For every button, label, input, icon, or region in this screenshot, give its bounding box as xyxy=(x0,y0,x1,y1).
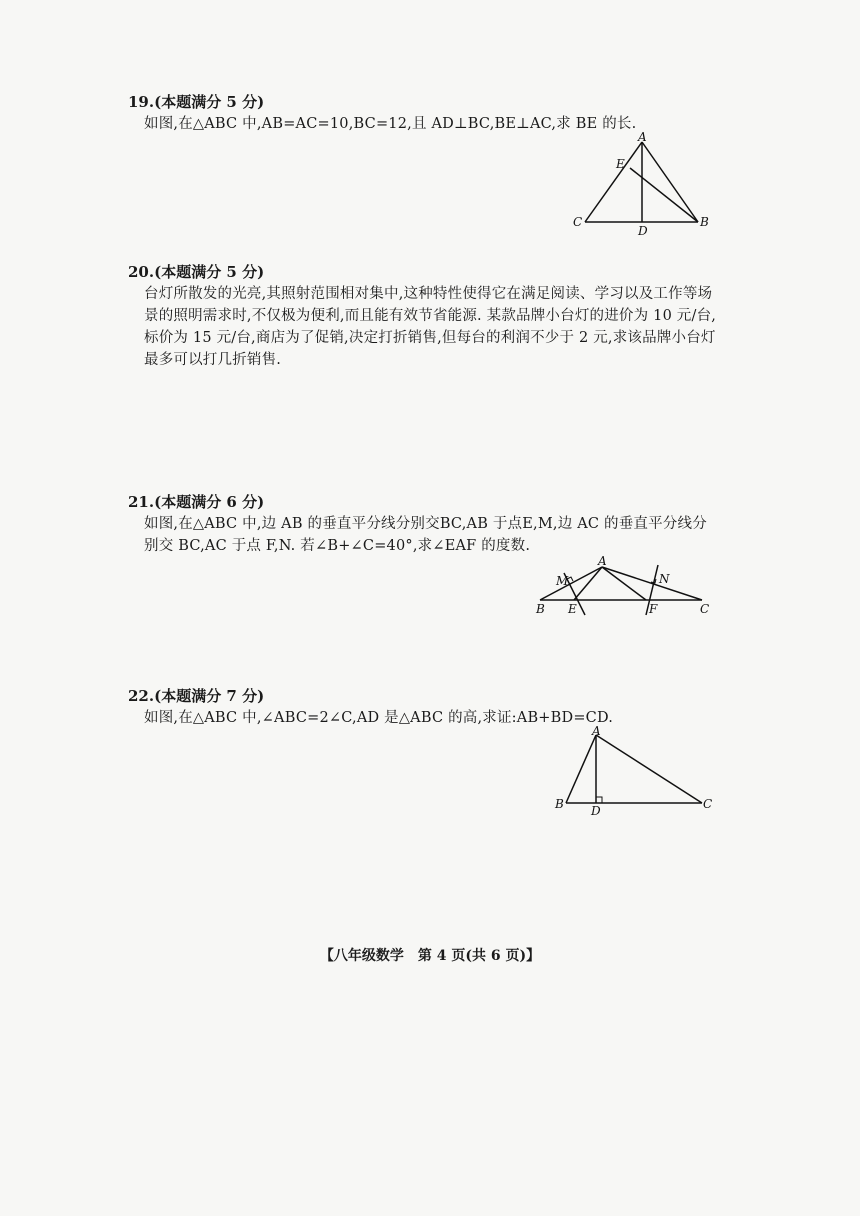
q22-right-angle-D xyxy=(596,797,602,803)
q19-label-C: C xyxy=(573,215,583,229)
page-footer: 【八年级数学 第 4 页(共 6 页)】 xyxy=(319,948,541,964)
q20-heading: 20.(本题满分 5 分) xyxy=(128,263,265,281)
q19-label-D: D xyxy=(638,224,648,238)
q21-figure xyxy=(530,555,720,625)
q19-label-A: A xyxy=(638,130,647,144)
q20-text-line-2: 景的照明需求时,不仅极为便利,而且能有效节省能源. 某款品牌小台灯的进价为 10 元/台, xyxy=(144,308,717,324)
q20-text-line-1: 台灯所散发的光亮,其照射范围相对集中,这种特性使得它在满足阅读、学习以及工作等场 xyxy=(144,286,713,302)
q19-text: 如图,在△ABC 中,AB=AC=10,BC=12,且 AD⊥BC,BE⊥AC,求 BE 的长. xyxy=(144,116,637,132)
q19-figure xyxy=(570,132,720,238)
q21-label-B: B xyxy=(536,602,545,616)
q22-text: 如图,在△ABC 中,∠ABC=2∠C,AD 是△ABC 的高,求证:AB+BD=CD. xyxy=(144,710,614,726)
q19-label-B: B xyxy=(700,215,709,229)
q20-text-line-3: 标价为 15 元/台,商店为了促销,决定打折销售,但每台的利润不少于 2 元,求该品牌小台灯 xyxy=(144,330,716,346)
q21-text-line-1: 如图,在△ABC 中,边 AB 的垂直平分线分别交BC,AB 于点E,M,边 AC 的垂直平分线分 xyxy=(144,516,707,532)
q19-altitude-BE xyxy=(630,168,698,222)
q22-heading: 22.(本题满分 7 分) xyxy=(128,687,265,705)
q21-label-A: A xyxy=(598,554,607,568)
q22-figure xyxy=(550,725,720,820)
q21-segment-AF xyxy=(602,567,646,600)
q19-label-E: E xyxy=(616,157,625,171)
q22-label-A: A xyxy=(592,724,601,738)
q21-label-N: N xyxy=(659,572,670,586)
q21-label-M: M xyxy=(556,574,569,588)
q22-side-AC xyxy=(596,735,702,803)
q21-text-line-2: 别交 BC,AC 于点 F,N. 若∠B+∠C=40°,求∠EAF 的度数. xyxy=(144,538,531,554)
q19-side-AB xyxy=(642,142,698,222)
q19-heading: 19.(本题满分 5 分) xyxy=(128,93,265,111)
q21-label-C: C xyxy=(700,602,710,616)
q20-text-line-4: 最多可以打几折销售. xyxy=(144,352,282,368)
q21-side-AB xyxy=(540,567,602,600)
q21-side-AC xyxy=(602,567,702,600)
q22-label-B: B xyxy=(555,797,564,811)
q19-side-AC xyxy=(585,142,642,222)
q22-label-C: C xyxy=(703,797,713,811)
q22-label-D: D xyxy=(591,804,601,818)
q21-label-F: F xyxy=(649,602,658,616)
q21-label-E: E xyxy=(568,602,577,616)
q21-segment-AE xyxy=(574,567,602,600)
q21-heading: 21.(本题满分 6 分) xyxy=(128,493,265,511)
q22-side-AB xyxy=(566,735,596,803)
